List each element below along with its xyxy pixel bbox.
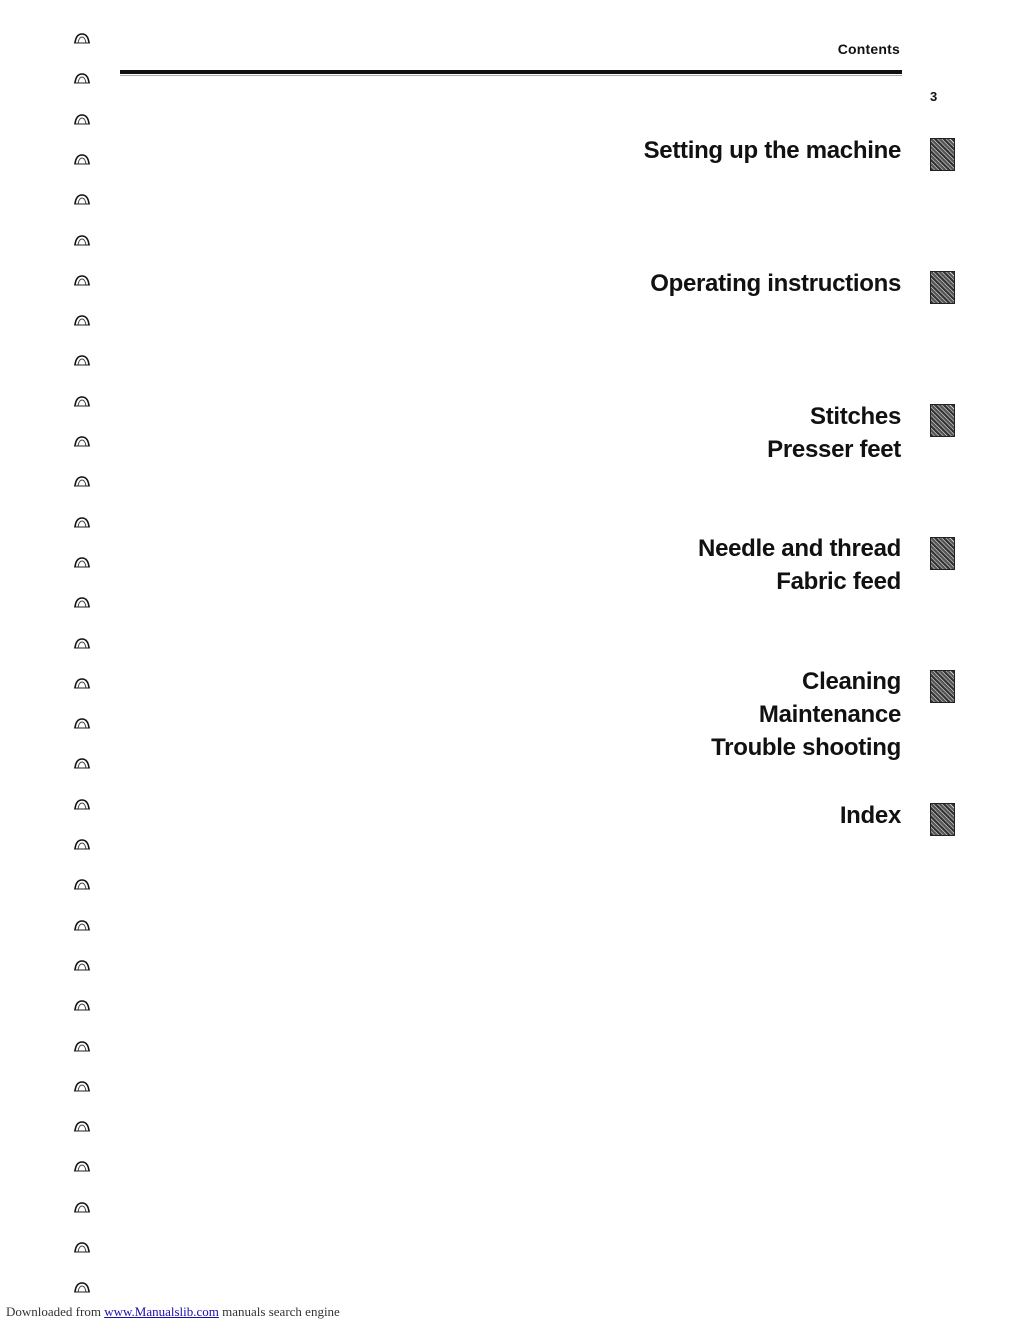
section-thumb-tab-icon bbox=[930, 537, 955, 570]
section-title[interactable]: Trouble shooting bbox=[711, 734, 901, 761]
spiral-binding-ring-icon bbox=[73, 838, 91, 850]
section-title[interactable]: Index bbox=[839, 802, 901, 829]
section-setting-up[interactable] bbox=[644, 134, 901, 167]
section-title[interactable]: Stitches bbox=[810, 403, 901, 430]
manualslib-link[interactable]: www.Manualslib.com bbox=[104, 1304, 219, 1319]
section-title[interactable]: Setting up the machine bbox=[643, 137, 901, 164]
section-index[interactable] bbox=[840, 799, 901, 832]
header-rule bbox=[120, 70, 902, 74]
spiral-binding-ring-icon bbox=[73, 153, 91, 165]
spiral-binding-ring-icon bbox=[73, 395, 91, 407]
spiral-binding-ring-icon bbox=[73, 878, 91, 890]
spiral-binding-ring-icon bbox=[73, 1040, 91, 1052]
spiral-binding-ring-icon bbox=[73, 516, 91, 528]
spiral-binding-ring-icon bbox=[73, 1281, 91, 1293]
spiral-binding-ring-icon bbox=[73, 959, 91, 971]
spiral-binding-ring-icon bbox=[73, 757, 91, 769]
section-stitches[interactable] bbox=[767, 400, 901, 466]
spiral-binding-ring-icon bbox=[73, 1160, 91, 1172]
spiral-binding-ring-icon bbox=[73, 637, 91, 649]
spiral-binding-ring-icon bbox=[73, 354, 91, 366]
section-title[interactable]: Cleaning bbox=[802, 668, 901, 695]
page-number: 3 bbox=[930, 89, 938, 104]
spiral-binding-ring-icon bbox=[73, 113, 91, 125]
spiral-binding-ring-icon bbox=[73, 72, 91, 84]
spiral-binding-ring-icon bbox=[73, 32, 91, 44]
running-head: Contents bbox=[837, 41, 900, 57]
spiral-binding-ring-icon bbox=[73, 919, 91, 931]
section-needle-thread[interactable] bbox=[698, 532, 901, 598]
download-footer bbox=[6, 1304, 340, 1320]
spiral-binding-ring-icon bbox=[73, 1201, 91, 1213]
spiral-binding-ring-icon bbox=[73, 274, 91, 286]
spiral-binding-ring-icon bbox=[73, 596, 91, 608]
section-thumb-tab-icon bbox=[930, 271, 955, 304]
spiral-binding-ring-icon bbox=[73, 1080, 91, 1092]
section-title[interactable]: Presser feet bbox=[767, 436, 901, 463]
spiral-binding-ring-icon bbox=[73, 475, 91, 487]
spiral-binding-ring-icon bbox=[73, 1120, 91, 1132]
spiral-binding-ring-icon bbox=[73, 193, 91, 205]
spiral-binding-ring-icon bbox=[73, 999, 91, 1011]
section-title[interactable]: Needle and thread bbox=[698, 535, 901, 562]
section-title[interactable]: Maintenance bbox=[758, 701, 901, 728]
section-thumb-tab-icon bbox=[930, 404, 955, 437]
spiral-binding-ring-icon bbox=[73, 314, 91, 326]
spiral-binding-ring-icon bbox=[73, 435, 91, 447]
section-thumb-tab-icon bbox=[930, 138, 955, 171]
footer-prefix: Downloaded from bbox=[6, 1304, 101, 1319]
footer-suffix: manuals search engine bbox=[222, 1304, 340, 1319]
section-operating[interactable] bbox=[650, 267, 901, 300]
section-thumb-tab-icon bbox=[930, 803, 955, 836]
section-title[interactable]: Fabric feed bbox=[776, 568, 901, 595]
spiral-binding-ring-icon bbox=[73, 717, 91, 729]
spiral-binding bbox=[70, 0, 100, 1300]
spiral-binding-ring-icon bbox=[73, 234, 91, 246]
section-title[interactable]: Operating instructions bbox=[650, 270, 901, 297]
spiral-binding-ring-icon bbox=[73, 677, 91, 689]
spiral-binding-ring-icon bbox=[73, 556, 91, 568]
spiral-binding-ring-icon bbox=[73, 798, 91, 810]
section-thumb-tab-icon bbox=[930, 670, 955, 703]
section-cleaning[interactable] bbox=[711, 665, 901, 764]
spiral-binding-ring-icon bbox=[73, 1241, 91, 1253]
